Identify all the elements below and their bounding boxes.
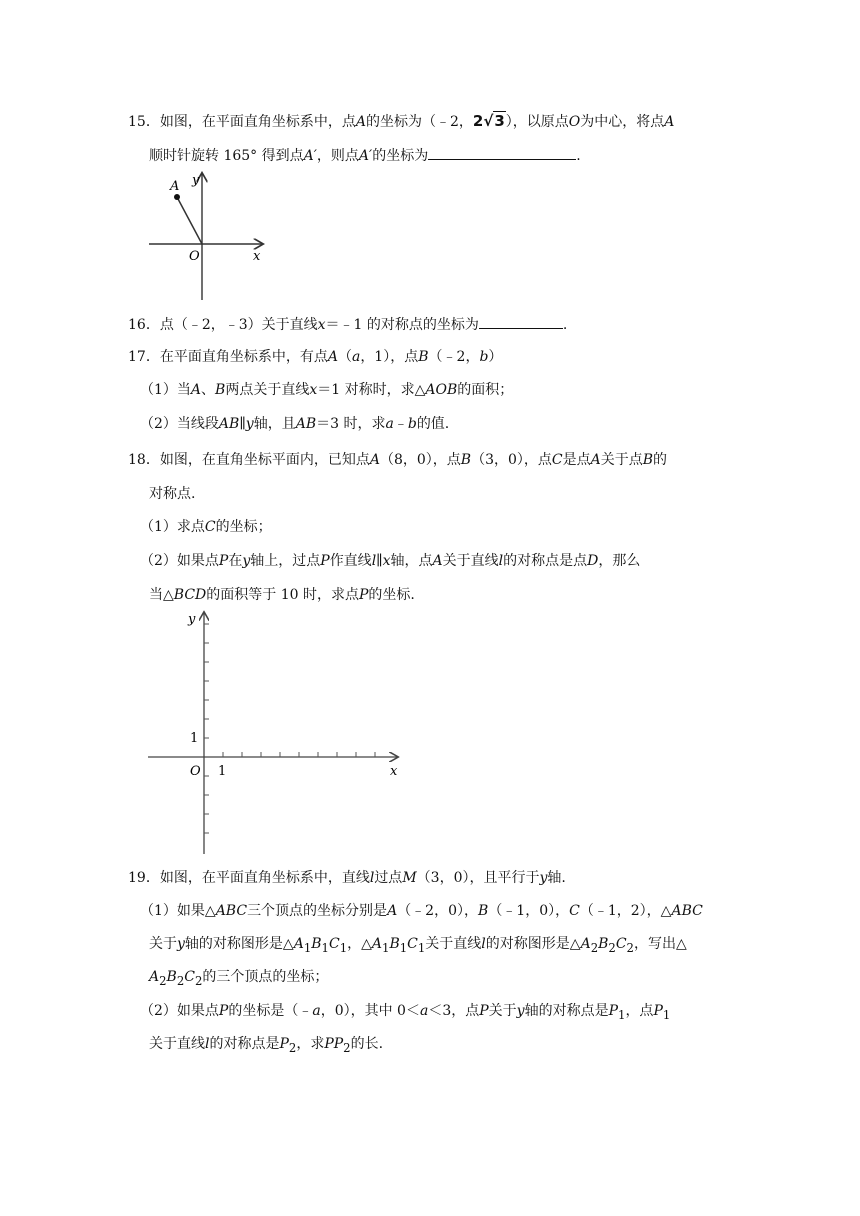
q19-part-2-line-2: 关于直线l的对称点是$P_2$，求$PP_2$的长. <box>149 1036 384 1055</box>
q18-line-1: 18．如图，在直角坐标平面内，已知点A（8，0），点B（3，0），点C是点A关于点B的 <box>128 452 668 468</box>
segment-OA <box>177 197 202 244</box>
q19-intro: 19．如图，在平面直角坐标系中，直线l过点M（3，0），且平行于y轴. <box>128 870 566 886</box>
q18-line-2: 对称点. <box>149 486 196 502</box>
q16-text: 16．点（﹣2，﹣3）关于直线x＝﹣1 的对称点的坐标为 . <box>128 314 567 335</box>
q19-part-1: （1）如果△ABC三个顶点的坐标分别是A（﹣2，0），B（﹣1，0），C（﹣1，2），△ABC <box>140 903 703 919</box>
axis-ticks <box>204 624 375 833</box>
unit-y-label: 1 <box>190 731 199 746</box>
sqrt-expression: 2√3 <box>472 112 505 130</box>
q15-line-1: 15．如图，在平面直角坐标系中，点A的坐标为（﹣2，2√3），以原点O为中心，将点A <box>128 112 675 130</box>
point-A-label: A <box>170 179 180 194</box>
y-axis-label: y <box>188 612 196 627</box>
q19-part-1-line-2: 关于y轴的对称图形是$\triangle A_1B_1C_1$，$\triangle A_1B_1C_1$关于直线l的对称图形是$\triangle A_2B_2C_2$，写出△ <box>149 936 687 955</box>
point-A <box>174 194 180 200</box>
q15-figure <box>140 170 265 302</box>
q18-figure <box>145 605 410 857</box>
unit-x-label: 1 <box>218 764 227 779</box>
origin-label: O <box>190 764 201 779</box>
answer-blank-q16[interactable] <box>479 314 563 329</box>
q17-part-2: （2）当线段AB∥y轴，且AB＝3 时，求a﹣b的值. <box>140 416 450 432</box>
y-axis-label: y <box>192 173 200 188</box>
q19-part-1-line-3: $A_2B_2C_2$的三个顶点的坐标； <box>149 969 329 988</box>
q18-part-2: （2）如果点P在y轴上，过点P作直线l∥x轴，点A关于直线l的对称点是点D，那么 <box>140 553 641 569</box>
x-axis-label: x <box>253 249 261 264</box>
q15-line-2: 顺时针旋转 165° 得到点A′，则点A′的坐标为 . <box>149 145 581 166</box>
q17-intro: 17．在平面直角坐标系中，有点A（a，1），点B（﹣2，b） <box>128 349 503 365</box>
origin-label: O <box>189 249 200 264</box>
x-axis-label: x <box>390 764 398 779</box>
answer-blank-q15[interactable] <box>428 145 576 160</box>
q19-part-2: （2）如果点P的坐标是（﹣a，0），其中 0＜a＜3，点P关于y轴的对称点是$P_1$，点$P_1$ <box>140 1003 671 1022</box>
q17-part-1: （1）当A、B两点关于直线x＝1 对称时，求△AOB的面积； <box>140 382 514 398</box>
q18-part-2-cont: 当△BCD的面积等于 10 时，求点P的坐标. <box>149 587 415 603</box>
q18-part-1: （1）求点C的坐标； <box>140 519 272 535</box>
